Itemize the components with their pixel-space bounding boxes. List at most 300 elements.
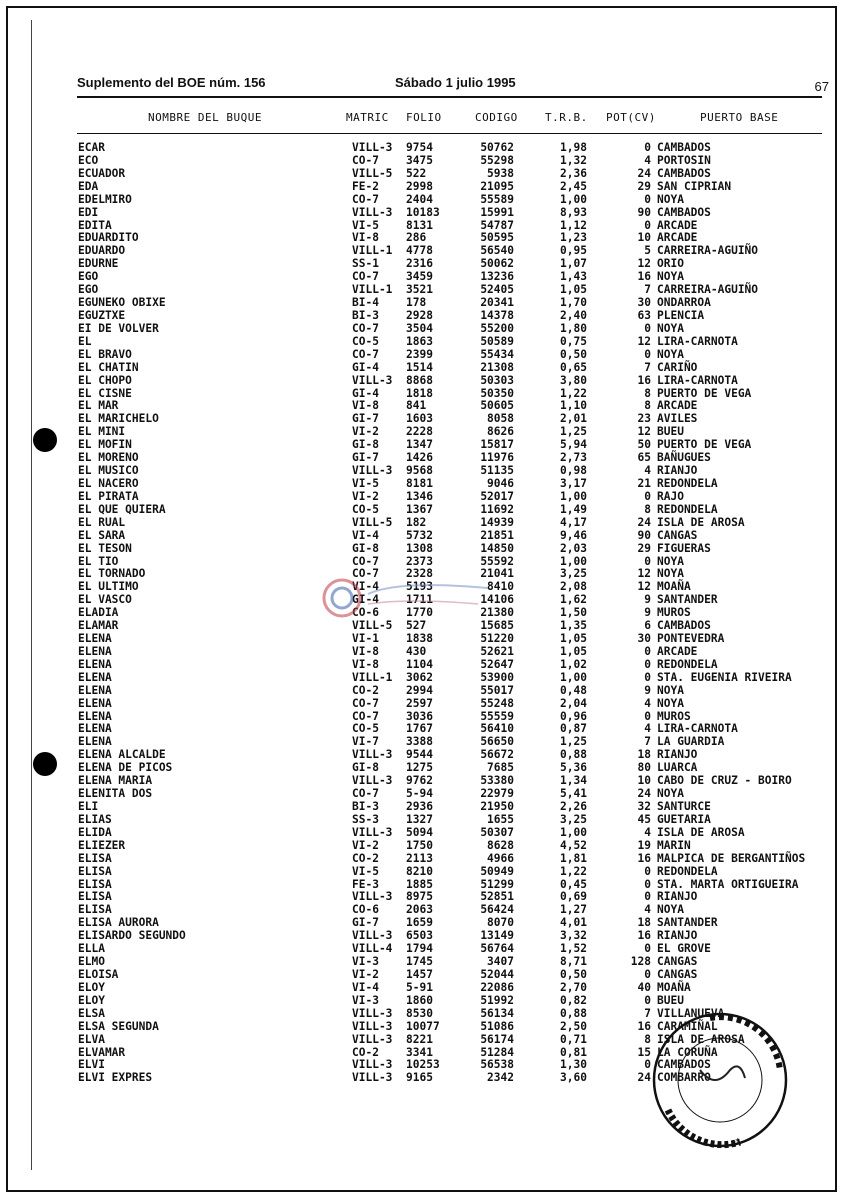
codigo-cell: 53380	[480, 774, 514, 788]
potencia-cell: 29	[637, 541, 651, 555]
folio-cell: 1659	[406, 916, 433, 930]
trb-cell: 2,50	[560, 1019, 587, 1033]
matricula-cell: GI-7	[352, 451, 379, 465]
puerto-base-cell: NOYA	[657, 903, 684, 917]
vessel-name-cell: EGUZTXE	[78, 308, 126, 322]
folio-cell: 5-94	[406, 787, 433, 801]
codigo-cell: 13236	[480, 270, 514, 284]
folio-cell: 2399	[406, 347, 433, 361]
trb-cell: 1,05	[560, 632, 587, 646]
matricula-cell: VI-3	[352, 955, 379, 969]
vessel-name-cell: EL NACERO	[78, 476, 139, 490]
codigo-cell: 5938	[487, 166, 514, 180]
folio-cell: 8131	[406, 218, 433, 232]
potencia-cell: 10	[637, 231, 651, 245]
folio-cell: 2998	[406, 179, 433, 193]
puerto-base-cell: MUROS	[657, 709, 691, 723]
col-trb: T.R.B.	[545, 111, 588, 124]
vessel-name-cell: ELI	[78, 800, 99, 814]
trb-cell: 1,25	[560, 735, 587, 749]
codigo-cell: 21851	[480, 528, 514, 542]
vessel-name-cell: ELOY	[78, 980, 105, 994]
folio-cell: 1367	[406, 502, 433, 516]
trb-cell: 1,00	[560, 825, 587, 839]
vessel-name-cell: EL QUE QUIERA	[78, 502, 166, 516]
codigo-cell: 56134	[480, 1006, 514, 1020]
matricula-cell: VILL-3	[352, 373, 393, 387]
matricula-cell: VILL-3	[352, 929, 393, 943]
codigo-cell: 52647	[480, 657, 514, 671]
vessel-name-cell: EDUARDITO	[78, 231, 139, 245]
matricula-cell: VILL-1	[352, 670, 393, 684]
vessel-name-cell: EL VASCO	[78, 593, 132, 607]
vessel-name-cell: EL RUAL	[78, 515, 126, 529]
vessel-name-cell: EL SARA	[78, 528, 126, 542]
puerto-base-cell: NOYA	[657, 270, 684, 284]
trb-cell: 1,52	[560, 942, 587, 956]
vessel-name-cell: ELOISA	[78, 968, 119, 981]
puerto-base-cell: ARCADE	[657, 218, 698, 232]
vessel-name-cell: EL CHATIN	[78, 360, 139, 374]
trb-cell: 5,36	[560, 761, 587, 775]
trb-cell: 0,81	[560, 1045, 587, 1059]
matricula-cell: GI-4	[352, 386, 379, 400]
potencia-cell: 0	[644, 644, 651, 658]
trb-cell: 1,00	[560, 670, 587, 684]
codigo-cell: 51299	[480, 877, 514, 891]
trb-cell: 1,02	[560, 657, 587, 671]
codigo-cell: 55434	[480, 347, 514, 361]
puerto-base-cell: LA GUARDIA	[657, 735, 725, 749]
puerto-base-cell: RIANJO	[657, 748, 698, 762]
codigo-cell: 55298	[480, 153, 514, 167]
matricula-cell: CO-2	[352, 683, 379, 697]
trb-cell: 1,00	[560, 554, 587, 568]
codigo-cell: 11976	[480, 451, 514, 465]
puerto-base-cell: STA. EUGENIA RIVEIRA	[657, 670, 792, 684]
matricula-cell: BI-4	[352, 296, 379, 310]
codigo-cell: 21041	[480, 567, 514, 581]
table-row	[0, 827, 845, 840]
matricula-cell: CO-7	[352, 696, 379, 710]
matricula-cell: VI-5	[352, 476, 379, 490]
puerto-base-cell: CARIÑO	[657, 360, 698, 374]
potencia-cell: 40	[637, 980, 651, 994]
potencia-cell: 10	[637, 774, 651, 788]
table-row	[0, 375, 845, 388]
folio-cell: 527	[406, 619, 427, 633]
matricula-cell: VILL-4	[352, 942, 393, 956]
vessel-name-cell: ELENA	[78, 644, 112, 658]
trb-cell: 9,46	[560, 528, 587, 542]
trb-cell: 0,48	[560, 683, 587, 697]
potencia-cell: 24	[637, 787, 651, 801]
trb-cell: 8,93	[560, 205, 587, 219]
puerto-base-cell: EL GROVE	[657, 942, 711, 956]
puerto-base-cell: SAN CIPRIAN	[657, 179, 732, 193]
punch-hole-icon	[33, 752, 57, 776]
potencia-cell: 7	[644, 1006, 651, 1020]
potencia-cell: 9	[644, 606, 651, 620]
potencia-cell: 18	[637, 916, 651, 930]
potencia-cell: 19	[637, 838, 651, 852]
col-matric: MATRIC	[346, 111, 389, 124]
matricula-cell: SS-1	[352, 257, 379, 271]
folio-cell: 1767	[406, 722, 433, 736]
puerto-base-cell: STA. MARTA ORTIGUEIRA	[657, 877, 799, 891]
table-row	[0, 866, 845, 879]
folio-cell: 841	[406, 399, 427, 413]
puerto-base-cell: CAMBADOS	[657, 205, 711, 219]
vessel-name-cell: ELISA	[78, 890, 112, 904]
folio-cell: 9165	[406, 1071, 433, 1085]
col-folio: FOLIO	[406, 111, 442, 124]
trb-cell: 1,81	[560, 851, 587, 865]
puerto-base-cell: FIGUERAS	[657, 541, 711, 555]
trb-cell: 0,96	[560, 709, 587, 723]
vessel-name-cell: ELENA ALCALDE	[78, 748, 166, 762]
puerto-base-cell: LUARCA	[657, 761, 698, 775]
matricula-cell: VILL-1	[352, 283, 393, 297]
vessel-name-cell: EL MOFIN	[78, 438, 132, 452]
matricula-cell: VILL-5	[352, 619, 393, 633]
matricula-cell: CO-7	[352, 270, 379, 284]
codigo-cell: 51284	[480, 1045, 514, 1059]
codigo-cell: 52044	[480, 968, 514, 981]
folio-cell: 1346	[406, 489, 433, 503]
table-row	[0, 310, 845, 323]
table-row	[0, 142, 845, 155]
potencia-cell: 4	[644, 464, 651, 478]
matricula-cell: BI-3	[352, 308, 379, 322]
trb-cell: 1,00	[560, 489, 587, 503]
codigo-cell: 14378	[480, 308, 514, 322]
folio-cell: 3475	[406, 153, 433, 167]
puerto-base-cell: AVILES	[657, 412, 698, 426]
codigo-cell: 56174	[480, 1032, 514, 1046]
vessel-name-cell: ELENA DE PICOS	[78, 761, 173, 775]
matricula-cell: VILL-3	[352, 1032, 393, 1046]
folio-cell: 1794	[406, 942, 433, 956]
folio-cell: 3036	[406, 709, 433, 723]
codigo-cell: 54787	[480, 218, 514, 232]
folio-cell: 10253	[406, 1058, 440, 1072]
matricula-cell: VILL-3	[352, 890, 393, 904]
codigo-cell: 8628	[487, 838, 514, 852]
trb-cell: 0,88	[560, 1006, 587, 1020]
trb-cell: 1,22	[560, 864, 587, 878]
puerto-base-cell: CANGAS	[657, 968, 698, 981]
vessel-name-cell: ECO	[78, 153, 99, 167]
puerto-base-cell: RIANJO	[657, 929, 698, 943]
folio-cell: 6503	[406, 929, 433, 943]
folio-cell: 3341	[406, 1045, 433, 1059]
vessel-name-cell: ECAR	[78, 141, 105, 154]
vessel-name-cell: ELADIA	[78, 606, 119, 620]
svg-text:*: *	[735, 1137, 740, 1148]
potencia-cell: 16	[637, 929, 651, 943]
table-row	[0, 659, 845, 672]
folio-cell: 2994	[406, 683, 433, 697]
matricula-cell: VILL-3	[352, 1071, 393, 1085]
table-row	[0, 530, 845, 543]
vessel-name-cell: EL TORNADO	[78, 567, 146, 581]
vessel-name-cell: EL BRAVO	[78, 347, 132, 361]
matricula-cell: GI-4	[352, 593, 379, 607]
puerto-base-cell: LIRA-CARNOTA	[657, 334, 738, 348]
codigo-cell: 56410	[480, 722, 514, 736]
vessel-name-cell: EDITA	[78, 218, 112, 232]
table-row	[0, 543, 845, 556]
matricula-cell: VILL-3	[352, 141, 393, 154]
col-name: NOMBRE DEL BUQUE	[148, 111, 262, 124]
codigo-cell: 53900	[480, 670, 514, 684]
matricula-cell: CO-6	[352, 903, 379, 917]
codigo-cell: 56540	[480, 244, 514, 258]
potencia-cell: 50	[637, 438, 651, 452]
codigo-cell: 15817	[480, 438, 514, 452]
potencia-cell: 0	[644, 554, 651, 568]
codigo-cell: 52017	[480, 489, 514, 503]
trb-cell: 2,73	[560, 451, 587, 465]
vessel-name-cell: ELMO	[78, 955, 105, 969]
folio-cell: 2063	[406, 903, 433, 917]
puerto-base-cell: NOYA	[657, 683, 684, 697]
trb-cell: 0,95	[560, 244, 587, 258]
potencia-cell: 16	[637, 1019, 651, 1033]
potencia-cell: 16	[637, 270, 651, 284]
publication-date: Sábado 1 julio 1995	[395, 75, 516, 90]
potencia-cell: 9	[644, 593, 651, 607]
table-row	[0, 207, 845, 220]
puerto-base-cell: MARIN	[657, 838, 691, 852]
potencia-cell: 7	[644, 360, 651, 374]
potencia-cell: 18	[637, 748, 651, 762]
puerto-base-cell: REDONDELA	[657, 657, 718, 671]
puerto-base-cell: CAMBADOS	[657, 141, 711, 154]
codigo-cell: 14939	[480, 515, 514, 529]
publication-title: Suplemento del BOE núm. 156	[77, 75, 266, 90]
puerto-base-cell: BUEU	[657, 425, 684, 439]
header-rule	[77, 96, 822, 98]
codigo-cell: 8626	[487, 425, 514, 439]
trb-cell: 1,25	[560, 425, 587, 439]
codigo-cell: 22979	[480, 787, 514, 801]
table-row	[0, 814, 845, 827]
codigo-cell: 55559	[480, 709, 514, 723]
puerto-base-cell: CABO DE CRUZ - BOIRO	[657, 774, 792, 788]
codigo-cell: 56650	[480, 735, 514, 749]
matricula-cell: GI-7	[352, 412, 379, 426]
potencia-cell: 7	[644, 735, 651, 749]
library-watermark-icon	[320, 568, 500, 628]
puerto-base-cell: ISLA DE AROSA	[657, 825, 745, 839]
potencia-cell: 4	[644, 696, 651, 710]
codigo-cell: 52851	[480, 890, 514, 904]
trb-cell: 1,35	[560, 619, 587, 633]
matricula-cell: GI-8	[352, 438, 379, 452]
vessel-name-cell: ELISA	[78, 851, 112, 865]
matricula-cell: VI-8	[352, 231, 379, 245]
puerto-base-cell: NOYA	[657, 696, 684, 710]
potencia-cell: 90	[637, 205, 651, 219]
vessel-name-cell: ELISA AURORA	[78, 916, 159, 930]
codigo-cell: 51135	[480, 464, 514, 478]
puerto-base-cell: RAJO	[657, 489, 684, 503]
matricula-cell: VILL-3	[352, 774, 393, 788]
matricula-cell: VILL-3	[352, 825, 393, 839]
vessel-name-cell: EL TIO	[78, 554, 119, 568]
vessel-name-cell: ELENA MARIA	[78, 774, 153, 788]
potencia-cell: 24	[637, 166, 651, 180]
vessel-name-cell: EL ULTIMO	[78, 580, 139, 594]
trb-cell: 3,60	[560, 1071, 587, 1085]
codigo-cell: 50605	[480, 399, 514, 413]
puerto-base-cell: NOYA	[657, 347, 684, 361]
trb-cell: 5,41	[560, 787, 587, 801]
table-row	[0, 685, 845, 698]
vessel-name-cell: EI DE VOLVER	[78, 321, 159, 335]
vessel-name-cell: ELVA	[78, 1032, 105, 1046]
puerto-base-cell: CAMBADOS	[657, 1058, 711, 1072]
codigo-cell: 50307	[480, 825, 514, 839]
vessel-name-cell: ELAMAR	[78, 619, 119, 633]
potencia-cell: 0	[644, 709, 651, 723]
codigo-cell: 56424	[480, 903, 514, 917]
folio-cell: 5094	[406, 825, 433, 839]
puerto-base-cell: ONDARROA	[657, 296, 711, 310]
potencia-cell: 0	[644, 993, 651, 1007]
vessel-name-cell: EL MAR	[78, 399, 119, 413]
trb-cell: 1,05	[560, 283, 587, 297]
trb-cell: 0,87	[560, 722, 587, 736]
folio-cell: 2373	[406, 554, 433, 568]
codigo-cell: 52405	[480, 283, 514, 297]
codigo-cell: 51086	[480, 1019, 514, 1033]
matricula-cell: FE-3	[352, 877, 379, 891]
vessel-name-cell: EGO	[78, 283, 99, 297]
puerto-base-cell: PUERTO DE VEGA	[657, 386, 752, 400]
matricula-cell: VI-1	[352, 632, 379, 646]
potencia-cell: 0	[644, 657, 651, 671]
matricula-cell: VILL-3	[352, 748, 393, 762]
trb-cell: 1,27	[560, 903, 587, 917]
vessel-name-cell: EGUNEKO OBIXE	[78, 296, 166, 310]
folio-cell: 3459	[406, 270, 433, 284]
vessel-name-cell: EL MINI	[78, 425, 126, 439]
potencia-cell: 8	[644, 1032, 651, 1046]
vessel-name-cell: ELOY	[78, 993, 105, 1007]
puerto-base-cell: LIRA-CARNOTA	[657, 373, 738, 387]
puerto-base-cell: ARCADE	[657, 399, 698, 413]
puerto-base-cell: ISLA DE AROSA	[657, 1032, 745, 1046]
matricula-cell: CO-7	[352, 709, 379, 723]
trb-cell: 2,36	[560, 166, 587, 180]
trb-cell: 1,10	[560, 399, 587, 413]
codigo-cell: 7685	[487, 761, 514, 775]
matricula-cell: CO-2	[352, 851, 379, 865]
trb-cell: 5,94	[560, 438, 587, 452]
matricula-cell: VI-4	[352, 980, 379, 994]
vessel-name-cell: EL PIRATA	[78, 489, 139, 503]
trb-cell: 1,12	[560, 218, 587, 232]
vessel-name-cell: EDURNE	[78, 257, 119, 271]
puerto-base-cell: ISLA DE AROSA	[657, 515, 745, 529]
table-row	[0, 362, 845, 375]
puerto-base-cell: SANTANDER	[657, 593, 718, 607]
folio-cell: 4778	[406, 244, 433, 258]
vessel-name-cell: EL	[78, 334, 92, 348]
column-rule	[77, 133, 822, 134]
vessel-name-cell: ELENA	[78, 696, 112, 710]
codigo-cell: 3407	[487, 955, 514, 969]
codigo-cell: 50062	[480, 257, 514, 271]
codigo-cell: 8070	[487, 916, 514, 930]
table-row	[0, 672, 845, 685]
table-row	[0, 194, 845, 207]
codigo-cell: 8058	[487, 412, 514, 426]
trb-cell: 2,45	[560, 179, 587, 193]
trb-cell: 4,17	[560, 515, 587, 529]
potencia-cell: 63	[637, 308, 651, 322]
potencia-cell: 0	[644, 141, 651, 154]
vessel-name-cell: ECUADOR	[78, 166, 126, 180]
matricula-cell: CO-7	[352, 153, 379, 167]
potencia-cell: 9	[644, 683, 651, 697]
folio-cell: 1711	[406, 593, 433, 607]
matricula-cell: VI-4	[352, 580, 379, 594]
codigo-cell: 20341	[480, 296, 514, 310]
matricula-cell: GI-7	[352, 916, 379, 930]
potencia-cell: 80	[637, 761, 651, 775]
puerto-base-cell: CANGAS	[657, 955, 698, 969]
puerto-base-cell: CARAMIÑAL	[657, 1019, 718, 1033]
potencia-cell: 0	[644, 877, 651, 891]
trb-cell: 1,80	[560, 321, 587, 335]
folio-cell: 9568	[406, 464, 433, 478]
folio-cell: 1860	[406, 993, 433, 1007]
codigo-cell: 55017	[480, 683, 514, 697]
matricula-cell: CO-6	[352, 606, 379, 620]
puerto-base-cell: REDONDELA	[657, 476, 718, 490]
potencia-cell: 24	[637, 1071, 651, 1085]
trb-cell: 2,40	[560, 308, 587, 322]
folio-cell: 2597	[406, 696, 433, 710]
folio-cell: 1104	[406, 657, 433, 671]
potencia-cell: 12	[637, 567, 651, 581]
potencia-cell: 0	[644, 1058, 651, 1072]
puerto-base-cell: MALPICA DE BERGANTIÑOS	[657, 851, 806, 865]
matricula-cell: VI-3	[352, 993, 379, 1007]
trb-cell: 2,70	[560, 980, 587, 994]
vessel-name-cell: ELIAS	[78, 812, 112, 826]
potencia-cell: 24	[637, 515, 651, 529]
trb-cell: 1,05	[560, 644, 587, 658]
folio-cell: 430	[406, 644, 427, 658]
folio-cell: 1308	[406, 541, 433, 555]
potencia-cell: 7	[644, 283, 651, 297]
potencia-cell: 90	[637, 528, 651, 542]
trb-cell: 1,23	[560, 231, 587, 245]
potencia-cell: 12	[637, 580, 651, 594]
codigo-cell: 55592	[480, 554, 514, 568]
puerto-base-cell: LA CORUÑA	[657, 1045, 718, 1059]
potencia-cell: 0	[644, 968, 651, 981]
trb-cell: 3,32	[560, 929, 587, 943]
puerto-base-cell: NOYA	[657, 554, 684, 568]
potencia-cell: 30	[637, 632, 651, 646]
vessel-name-cell: EL MARICHELO	[78, 412, 159, 426]
